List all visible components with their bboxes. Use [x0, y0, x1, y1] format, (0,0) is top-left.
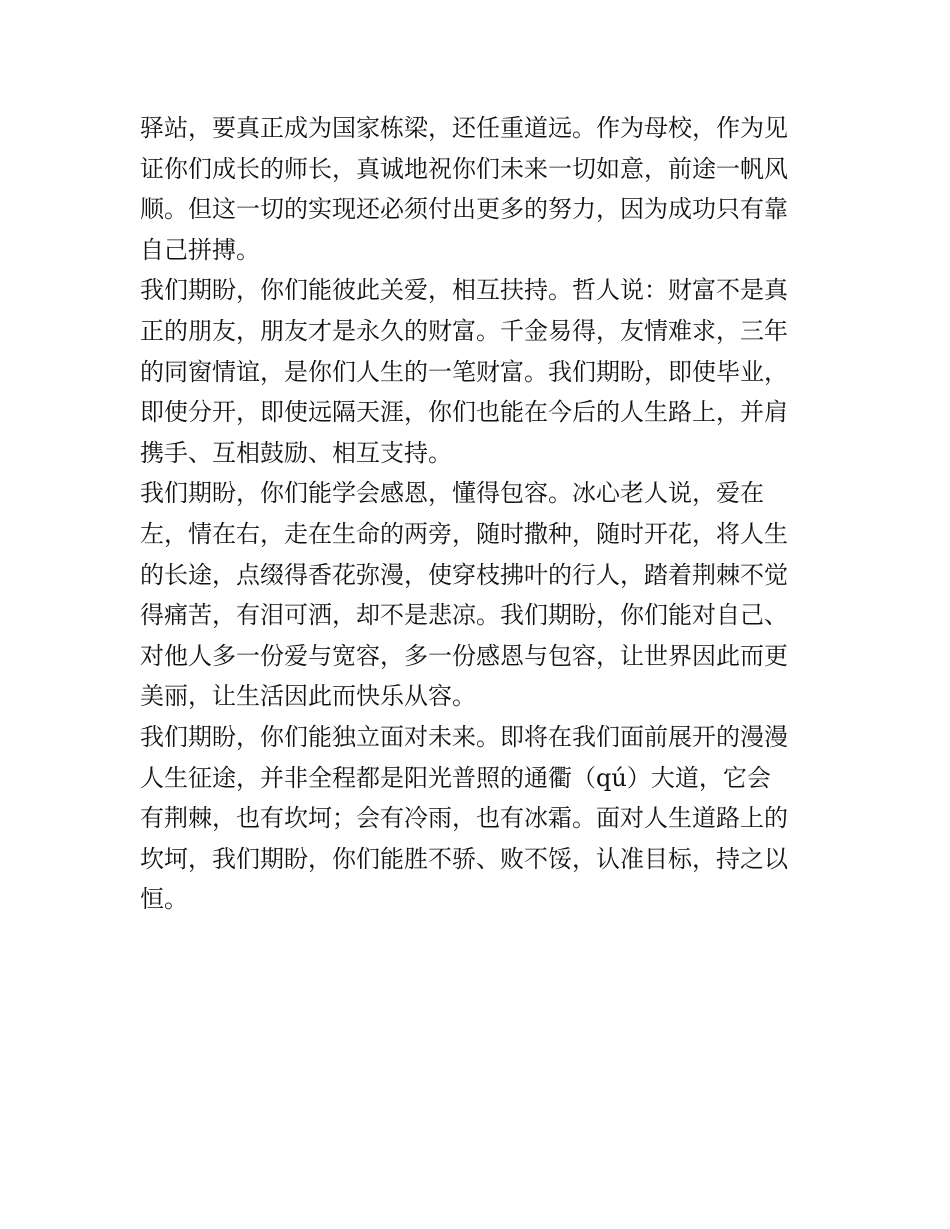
- text-line: 有荆棘，也有坎坷；会有冷雨，也有冰霜。面对人生道路上的: [140, 804, 788, 833]
- text-line: 恒。: [140, 885, 188, 914]
- text-line: 的长途，点缀得香花弥漫，使穿枝拂叶的行人，踏着荆棘不觉: [140, 560, 788, 589]
- text-line: 的同窗情谊，是你们人生的一笔财富。我们期盼，即使毕业，: [140, 357, 788, 386]
- text-line: 坎坷，我们期盼，你们能胜不骄、败不馁，认准目标，持之以: [140, 844, 788, 873]
- text-line: 证你们成长的师长，真诚地祝你们未来一切如意，前途一帆风: [140, 154, 788, 183]
- text-line: 美丽，让生活因此而快乐从容。: [140, 682, 476, 711]
- text-line: 我们期盼，你们能彼此关爱，相互扶持。哲人说：财富不是真: [140, 276, 788, 305]
- text-line: 得痛苦，有泪可洒，却不是悲凉。我们期盼，你们能对自己、: [140, 601, 788, 630]
- text-line: 正的朋友，朋友才是永久的财富。千金易得，友情难求，三年: [140, 316, 788, 345]
- text-line: 驿站，要真正成为国家栋梁，还任重道远。作为母校，作为见: [140, 114, 788, 142]
- text-line: 顺。但这一切的实现还必须付出更多的努力，因为成功只有靠: [140, 195, 788, 224]
- text-line: 对他人多一份爱与宽容，多一份感恩与包容，让世界因此而更: [140, 641, 788, 670]
- text-line: 携手、互相鼓励、相互支持。: [140, 438, 452, 467]
- text-line: 即使分开，即使远隔天涯，你们也能在今后的人生路上，并肩: [140, 398, 788, 427]
- text-line: 自己拼搏。: [140, 235, 260, 264]
- text-line: 左，情在右，走在生命的两旁，随时撒种，随时开花，将人生: [140, 519, 788, 548]
- text-line: 人生征途，并非全程都是阳光普照的通衢（qú）大道，它会: [140, 763, 771, 792]
- document-body: [140, 108, 820, 920]
- text-line: 我们期盼，你们能学会感恩，懂得包容。冰心老人说，爱在: [140, 479, 764, 508]
- text-line: 我们期盼，你们能独立面对未来。即将在我们面前展开的漫漫: [140, 722, 788, 751]
